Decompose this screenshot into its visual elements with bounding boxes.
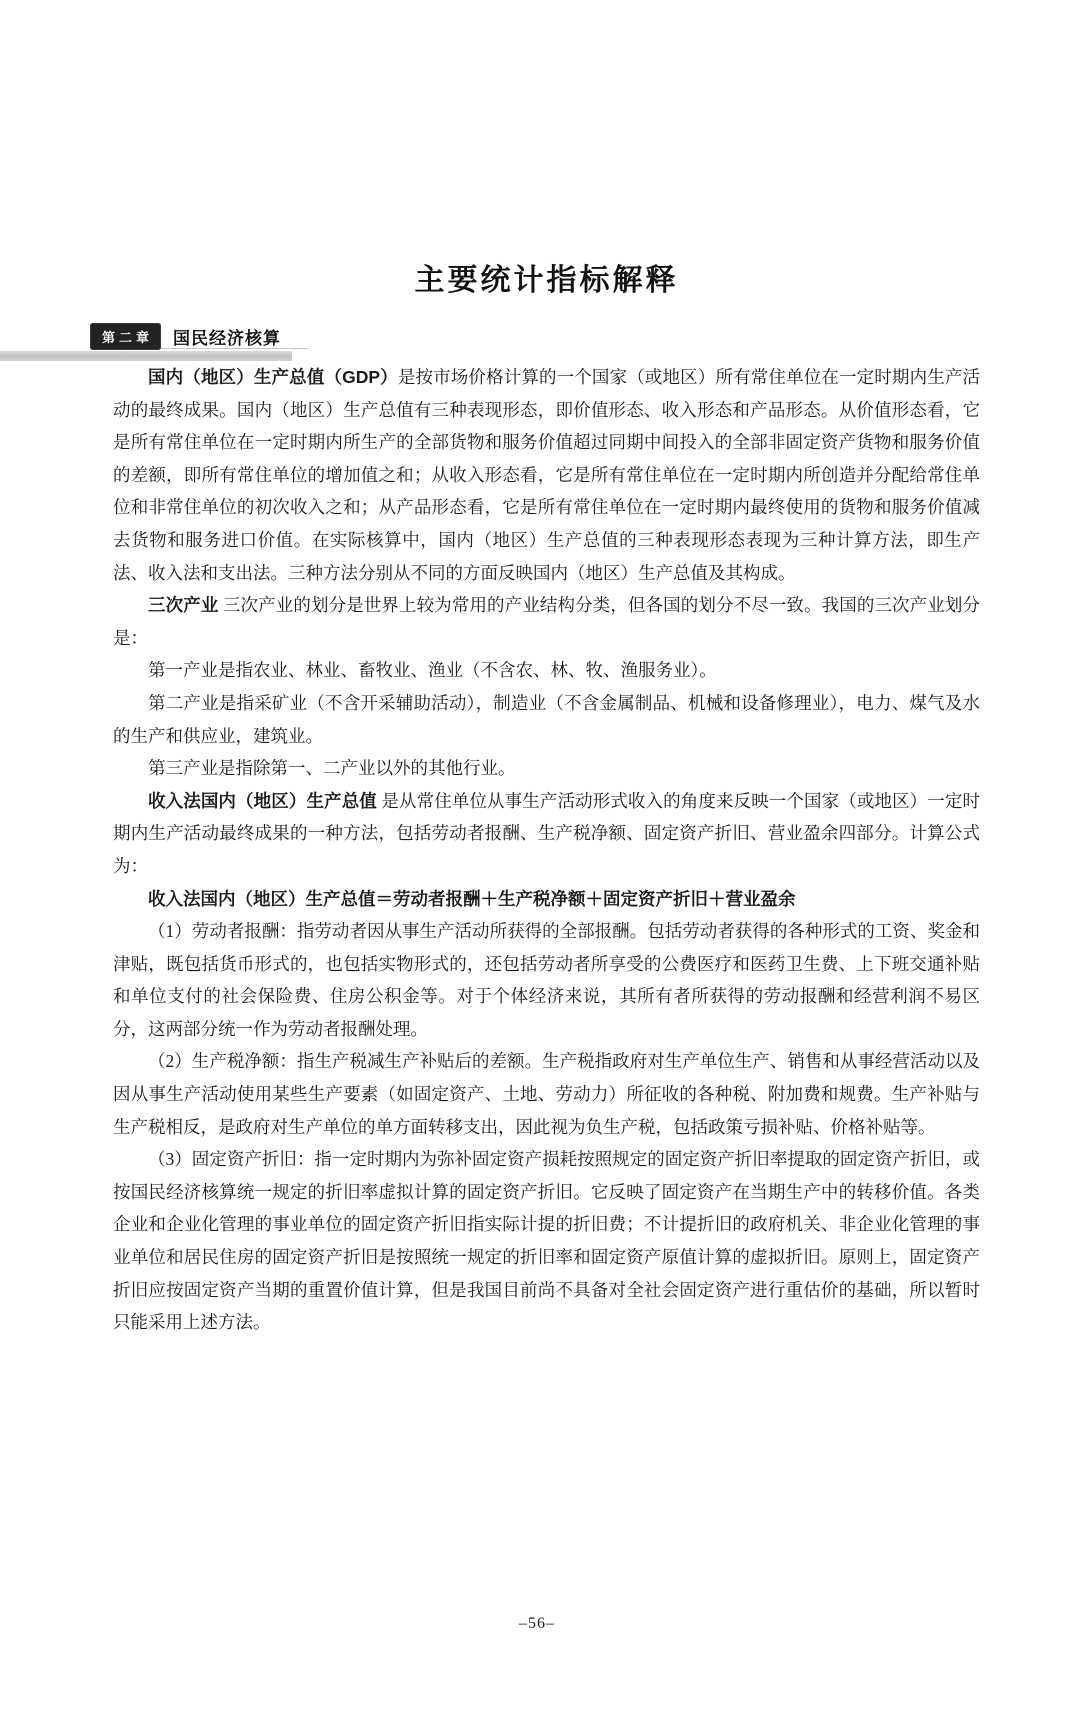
body-paragraph — [113, 1045, 980, 1143]
paragraph-text: 第二产业是指采矿业（不含开采辅助活动），制造业（不含金属制品、机械和设备修理业），电力、煤气及水的生产和供应业，建筑业。 — [113, 692, 980, 746]
chapter-badge: 第二章 — [90, 323, 161, 350]
body-paragraph — [113, 361, 980, 589]
page-content — [0, 255, 1074, 1339]
paragraph-text: 第三产业是指除第一、二产业以外的其他行业。 — [148, 758, 516, 779]
paragraph-text: （1）劳动者报酬：指劳动者因从事生产活动所获得的全部报酬。包括劳动者获得的各种形式的工资、奖金和津贴，既包括货币形式的，也包括实物形式的，还包括劳动者所享受的公费医疗和医药卫生费、上下班交通补贴和单位支付的社会保险费、住房公积金等。对于个体经济来说，其所有者所获得的劳动报酬和经营利润不易区分，这两部分统一作为劳动者报酬处理。 — [113, 921, 980, 1039]
body-paragraph — [113, 687, 980, 752]
page-number: –56– — [519, 1615, 555, 1632]
term-lead: 收入法国内（地区）生产总值 — [148, 790, 377, 811]
header-decorative-band — [0, 351, 292, 361]
page-title: 主要统计指标解释 — [414, 264, 679, 297]
formula-text: 收入法国内（地区）生产总值＝劳动者报酬＋生产税净额＋固定资产折旧＋营业盈余 — [148, 888, 796, 909]
term-lead: 国内（地区）生产总值（GDP） — [148, 367, 398, 387]
body-paragraph — [113, 915, 980, 1045]
term-lead: 三次产业 — [148, 595, 219, 616]
paragraph-text: （3）固定资产折旧：指一定时期内为弥补固定资产损耗按照规定的固定资产折旧率提取的固定资产折旧，或按国民经济核算统一规定的折旧率虚拟计算的固定资产折旧。它反映了固定资产在当期生产中的转移价值。各类企业和企业化管理的事业单位的固定资产折旧指实际计提的折旧费；不计提折旧的政府机关、非企业化管理的事业单位和居民住房的固定资产折旧是按照统一规定的折旧率和固定资产原值计算的虚拟折旧。原则上，固定资产折旧应按固定资产当期的重置价值计算，但是我国目前尚不具备对全社会固定资产进行重估价的基础，所以暂时只能采用上述方法。 — [113, 1149, 980, 1333]
body-paragraph — [113, 589, 980, 654]
paragraph-text: 是按市场价格计算的一个国家（或地区）所有常住单位在一定时期内生产活动的最终成果。国内（地区）生产总值有三种表现形态，即价值形态、收入形态和产品形态。从价值形态看，它是所有常住单位在一定时期内所生产的全部货物和服务价值超过同期中间投入的全部非固定资产货物和服务价值的差额，即所有常住单位的增加值之和；从收入形态看，它是所有常住单位在一定时期内所创造并分配给常住单位和非常住单位的初次收入之和；从产品形态看，它是所有常住单位在一定时期内最终使用的货物和服务价值减去货物和服务进口价值。在实际核算中，国内（地区）生产总值的三种表现形态表现为三种计算方法，即生产法、收入法和支出法。三种方法分别从不同的方面反映国内（地区）生产总值及其构成。 — [113, 367, 981, 583]
paragraph-text: 是从常住单位从事生产活动形式收入的角度来反映一个国家（或地区）一定时期内生产活动最终成果的一种方法，包括劳动者报酬、生产税净额、固定资产折旧、营业盈余四部分。计算公式为： — [113, 790, 981, 876]
paragraph-text: 第一产业是指农业、林业、畜牧业、渔业（不含农、林、牧、渔服务业）。 — [148, 660, 717, 681]
body-paragraph — [113, 654, 980, 687]
document-page — [0, 255, 1074, 1713]
paragraph-text: （2）生产税净额：指生产税减生产补贴后的差额。生产税指政府对生产单位生产、销售和从事经营活动以及因从事生产活动使用某些生产要素（如固定资产、土地、劳动力）所征收的各种税、附加费和规费。生产补贴与生产税相反，是政府对生产单位的单方面转移支出，因此视为负生产税，包括政策亏损补贴、价格补贴等。 — [113, 1051, 980, 1137]
formula-line — [113, 883, 980, 916]
body-paragraph — [113, 752, 980, 785]
body-paragraph — [113, 1143, 980, 1339]
chapter-title: 国民经济核算 — [173, 329, 282, 348]
paragraph-text: 三次产业的划分是世界上较为常用的产业结构分类，但各国的划分不尽一致。我国的三次产业划分是： — [113, 595, 980, 648]
body-paragraph — [113, 785, 980, 883]
running-header — [90, 323, 281, 350]
